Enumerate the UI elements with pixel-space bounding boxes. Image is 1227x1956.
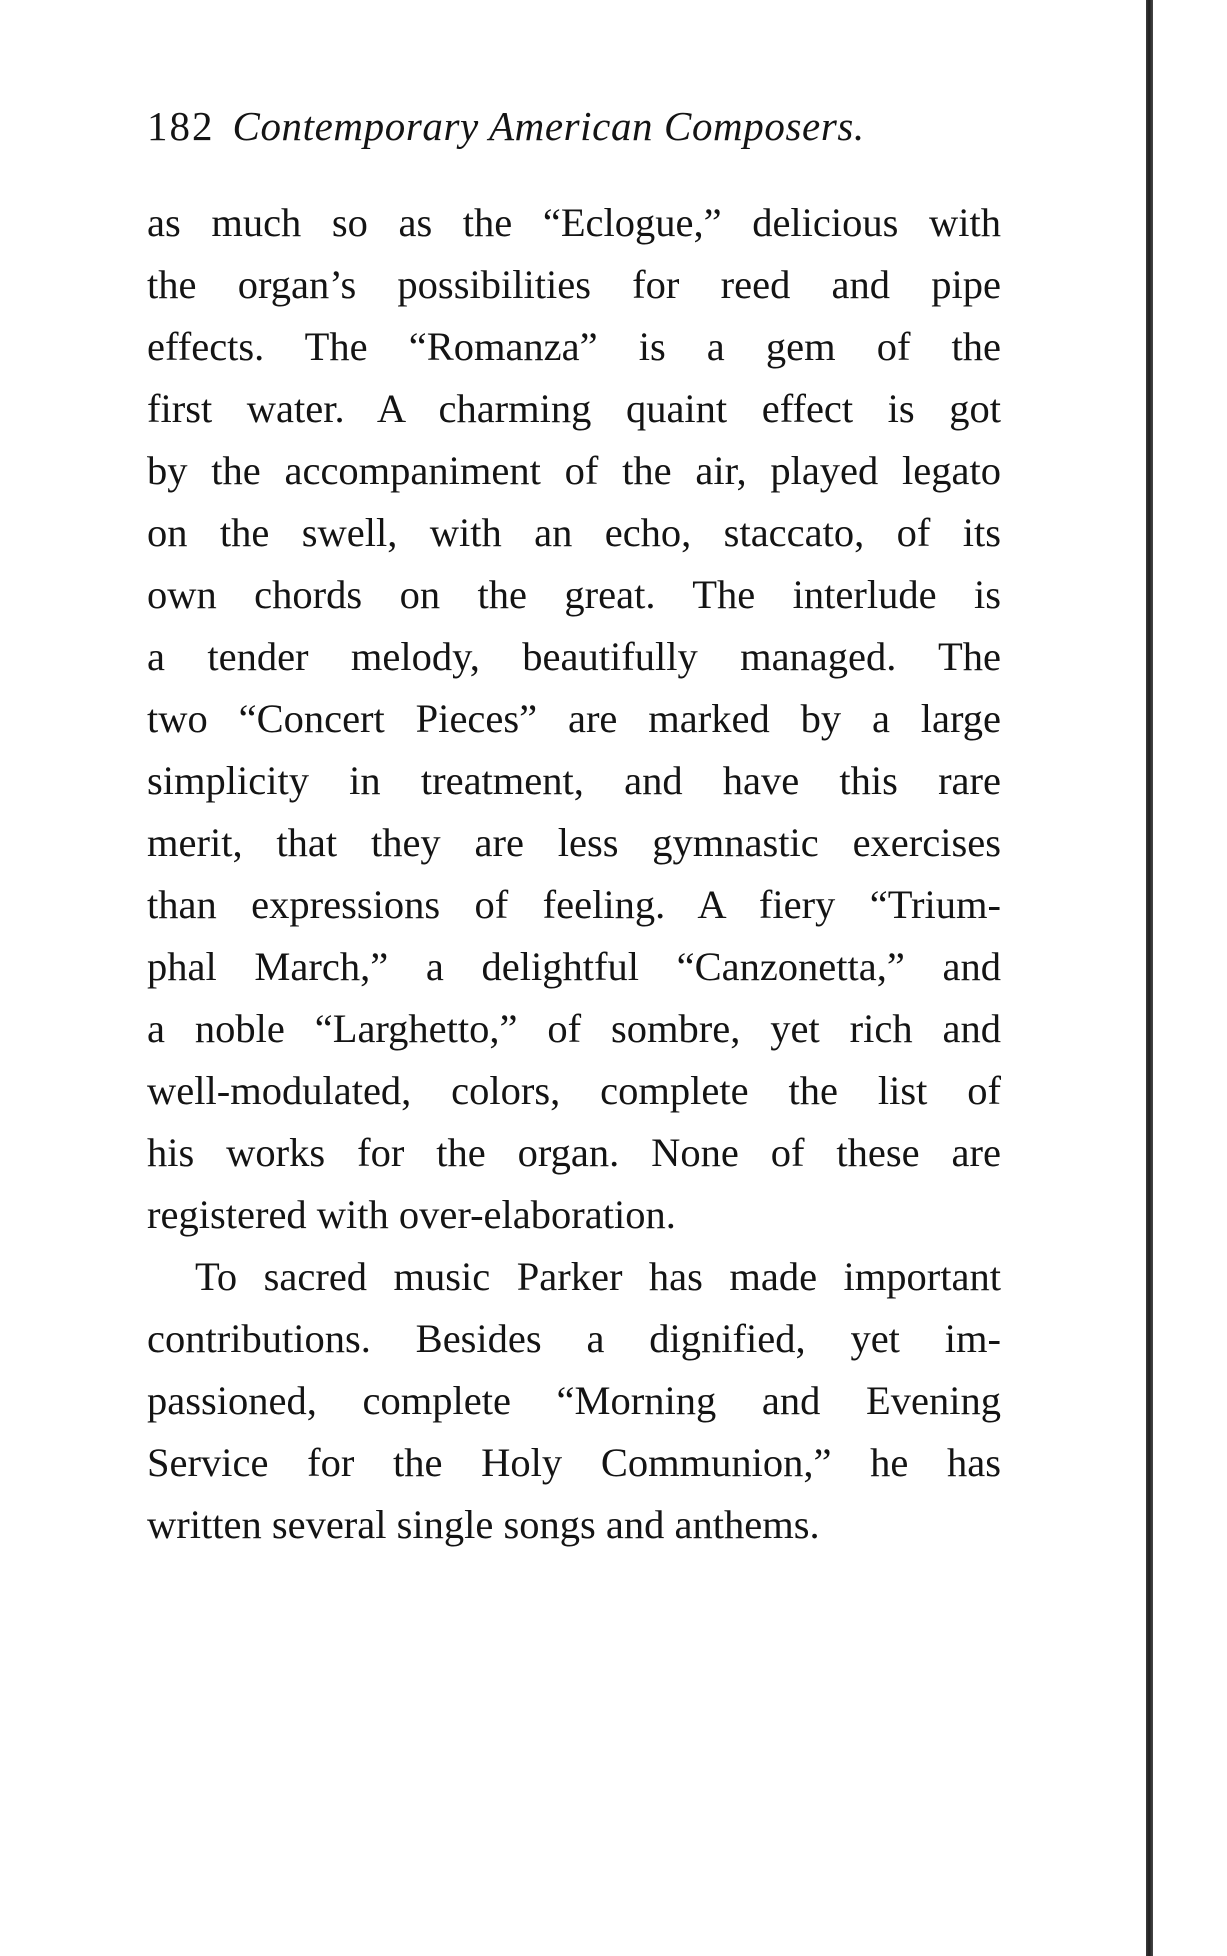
text-line: a noble “Larghetto,” of sombre, yet rich and — [147, 1006, 1001, 1051]
text-line: his works for the organ. None of these are — [147, 1130, 1001, 1175]
paragraph — [147, 192, 1001, 1246]
text-line: on the swell, with an echo, staccato, of its — [147, 510, 1001, 555]
text-line: Service for the Holy Communion,” he has — [147, 1440, 1001, 1485]
text-line: written several single songs and anthems. — [147, 1502, 820, 1547]
text-line: merit, that they are less gymnastic exercises — [147, 820, 1001, 865]
text-line: own chords on the great. The interlude is — [147, 572, 1001, 617]
text-line: as much so as the “Eclogue,” delicious with — [147, 200, 1001, 245]
text-line: two “Concert Pieces” are marked by a large — [147, 696, 1001, 741]
text-line: simplicity in treatment, and have this rare — [147, 758, 1001, 803]
text-line: a tender melody, beautifully managed. The — [147, 634, 1001, 679]
text-line: contributions. Besides a dignified, yet im- — [147, 1316, 1001, 1361]
running-title: Contemporary American Composers. — [232, 103, 865, 149]
body-text — [147, 192, 1001, 1556]
page-number: 182 — [147, 103, 215, 149]
text-line: To sacred music Parker has made important — [195, 1254, 1001, 1299]
text-line: phal March,” a delightful “Canzonetta,” and — [147, 944, 1001, 989]
text-line: first water. A charming quaint effect is got — [147, 386, 1001, 431]
text-line: by the accompaniment of the air, played legato — [147, 448, 1001, 493]
text-line: registered with over-elaboration. — [147, 1192, 676, 1237]
text-line: than expressions of feeling. A fiery “Trium- — [147, 882, 1001, 927]
text-line: effects. The “Romanza” is a gem of the — [147, 324, 1001, 369]
text-line: well-modulated, colors, complete the list of — [147, 1068, 1001, 1113]
running-head — [147, 96, 1007, 156]
text-line: the organ’s possibilities for reed and pipe — [147, 262, 1001, 307]
page-gutter-edge — [1146, 0, 1153, 1956]
paragraph — [147, 1246, 1001, 1556]
text-line: passioned, complete “Morning and Evening — [147, 1378, 1001, 1423]
